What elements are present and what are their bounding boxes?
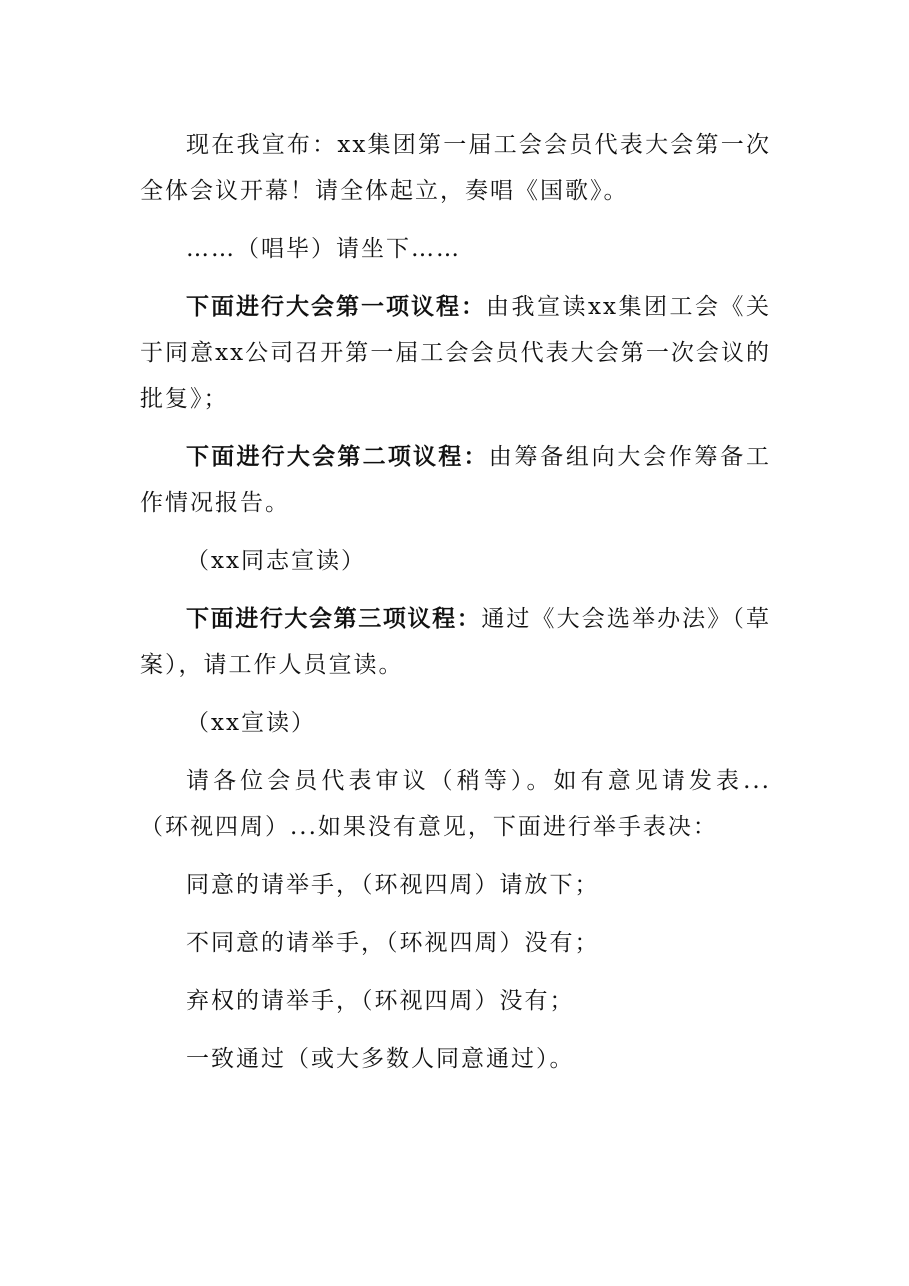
paragraph-comrade-reads <box>140 538 771 584</box>
paragraph-text: 通过《大会选举办法》（草案），请工作人员宣读。 <box>140 606 772 678</box>
paragraph-vote-result <box>140 1036 771 1082</box>
paragraph-agenda-item-3 <box>140 596 771 688</box>
paragraph-text: 弃权的请举手，（环视四周）没有； <box>186 988 575 1014</box>
paragraph-vote-agree <box>140 862 771 908</box>
paragraph-text: 由我宣读xx集团工会《关于同意xx公司召开第一届工会会员代表大会第一次会议的批复》； <box>140 294 771 412</box>
agenda-lead-text: 下面进行大会第三项议程： <box>186 606 482 632</box>
paragraph-text: （xx宣读） <box>186 710 316 736</box>
paragraph-vote-disagree <box>140 920 771 966</box>
agenda-lead-text: 下面进行大会第二项议程： <box>186 444 489 470</box>
paragraph-text: 现在我宣布：xx集团第一届工会会员代表大会第一次全体会议开幕！请全体起立，奏唱《国歌》。 <box>140 132 771 204</box>
paragraph-opening-announcement <box>140 122 771 214</box>
paragraph-text: 同意的请举手，（环视四周）请放下； <box>186 872 600 898</box>
paragraph-text: 一致通过（或大多数人同意通过）。 <box>186 1046 575 1072</box>
agenda-lead-text: 下面进行大会第一项议程： <box>186 294 487 320</box>
paragraph-text: 由筹备组向大会作筹备工作情况报告。 <box>140 444 772 516</box>
paragraph-review-and-vote <box>140 758 771 850</box>
paragraph-text: 请各位会员代表审议（稍等）。如有意见请发表...（环视四周）...如果没有意见，下面进行举手表决： <box>140 768 771 840</box>
paragraph-text: ……（唱毕）请坐下…… <box>186 236 461 262</box>
paragraph-vote-abstain <box>140 978 771 1024</box>
paragraph-anthem-finished <box>140 226 771 272</box>
paragraph-text: 不同意的请举手，（环视四周）没有； <box>186 930 600 956</box>
paragraph-text: （xx同志宣读） <box>186 548 366 574</box>
paragraph-agenda-item-1 <box>140 284 771 422</box>
paragraph-agenda-item-2 <box>140 434 771 526</box>
paragraph-xx-reads <box>140 700 771 746</box>
